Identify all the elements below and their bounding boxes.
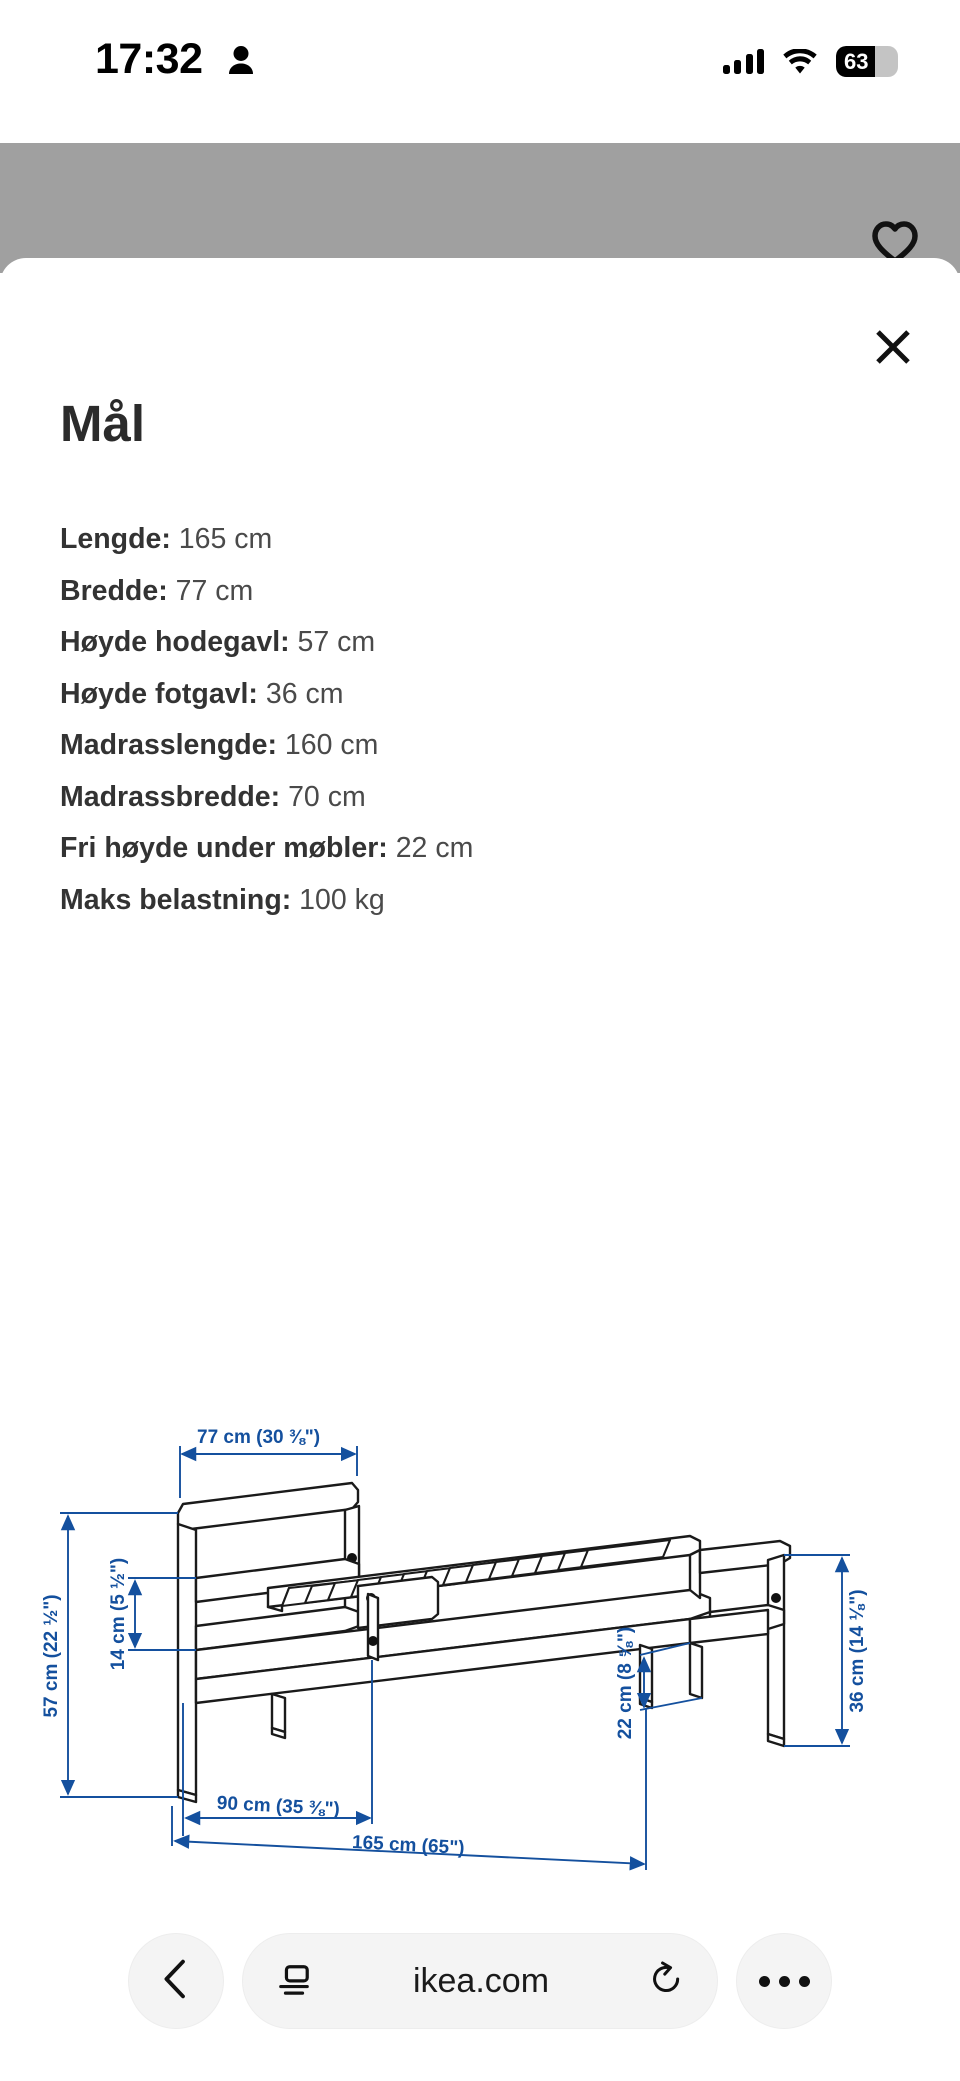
spec-label: Høyde fotgavl:	[60, 677, 258, 710]
spec-value: 36 cm	[265, 677, 344, 710]
status-bar-time: 17:32	[95, 35, 203, 83]
dimension-label-width-top: 77 cm (30 ⅜")	[197, 1427, 321, 1448]
person-icon	[228, 45, 254, 75]
dimension-label-length-mattress-area: 90 cm (35 ⅜")	[216, 1792, 341, 1821]
spec-value: 100 kg	[299, 883, 385, 916]
wifi-icon	[783, 49, 817, 74]
spec-row	[60, 566, 900, 618]
spec-label: Maks belastning:	[60, 883, 292, 916]
spec-label: Høyde hodegavl:	[60, 626, 290, 658]
spec-row	[60, 669, 900, 721]
more-options-button[interactable]	[736, 1933, 832, 2029]
page-title: Mål	[60, 395, 146, 452]
status-bar-indicators	[723, 46, 899, 77]
url-text[interactable]: ikea.com	[412, 1961, 550, 2000]
dimensions-spec-list	[60, 514, 900, 926]
more-options-icon	[759, 1976, 810, 1987]
dimension-label-height-rail: 14 cm (5 ½")	[108, 1557, 129, 1671]
dimension-label-height-headboard: 57 cm (22 ½")	[41, 1594, 62, 1718]
spec-value: 160 cm	[284, 729, 379, 761]
spec-label: Lengde:	[60, 523, 171, 555]
battery-percent-label: 63	[844, 48, 869, 74]
spec-label: Fri høyde under møbler:	[60, 832, 388, 864]
page-background	[0, 143, 960, 273]
cellular-signal-icon	[723, 49, 765, 74]
spec-label: Madrasslengde:	[60, 729, 277, 761]
spec-row	[60, 772, 900, 824]
spec-value: 22 cm	[395, 832, 474, 864]
dimensions-modal-sheet	[0, 258, 960, 2081]
spec-value: 57 cm	[297, 626, 376, 658]
battery-icon	[836, 46, 898, 77]
spec-row	[60, 514, 900, 566]
dimension-label-clearance-under: 22 cm (8 ⅝")	[615, 1626, 636, 1740]
spec-label: Madrassbredde:	[60, 780, 281, 813]
browser-toolbar	[0, 1881, 960, 2081]
address-bar[interactable]	[242, 1933, 718, 2029]
chevron-left-icon	[163, 1959, 189, 2004]
spec-value: 70 cm	[288, 780, 366, 813]
dimensions-technical-drawing	[0, 1398, 960, 1878]
back-button[interactable]	[128, 1933, 224, 2029]
close-icon[interactable]	[866, 320, 920, 374]
dimension-label-height-footboard: 36 cm (14 ⅛")	[847, 1589, 868, 1713]
status-bar	[0, 0, 960, 143]
spec-value: 77 cm	[175, 574, 254, 607]
spec-value: 165 cm	[178, 523, 273, 555]
reader-mode-icon[interactable]	[277, 1962, 311, 2001]
reload-icon[interactable]	[651, 1961, 683, 2002]
dimension-label-length-total: 165 cm (65")	[351, 1832, 466, 1859]
spec-label: Bredde:	[60, 574, 168, 607]
spec-row	[60, 617, 900, 669]
spec-row	[60, 875, 900, 927]
spec-row	[60, 720, 900, 772]
spec-row	[60, 823, 900, 875]
